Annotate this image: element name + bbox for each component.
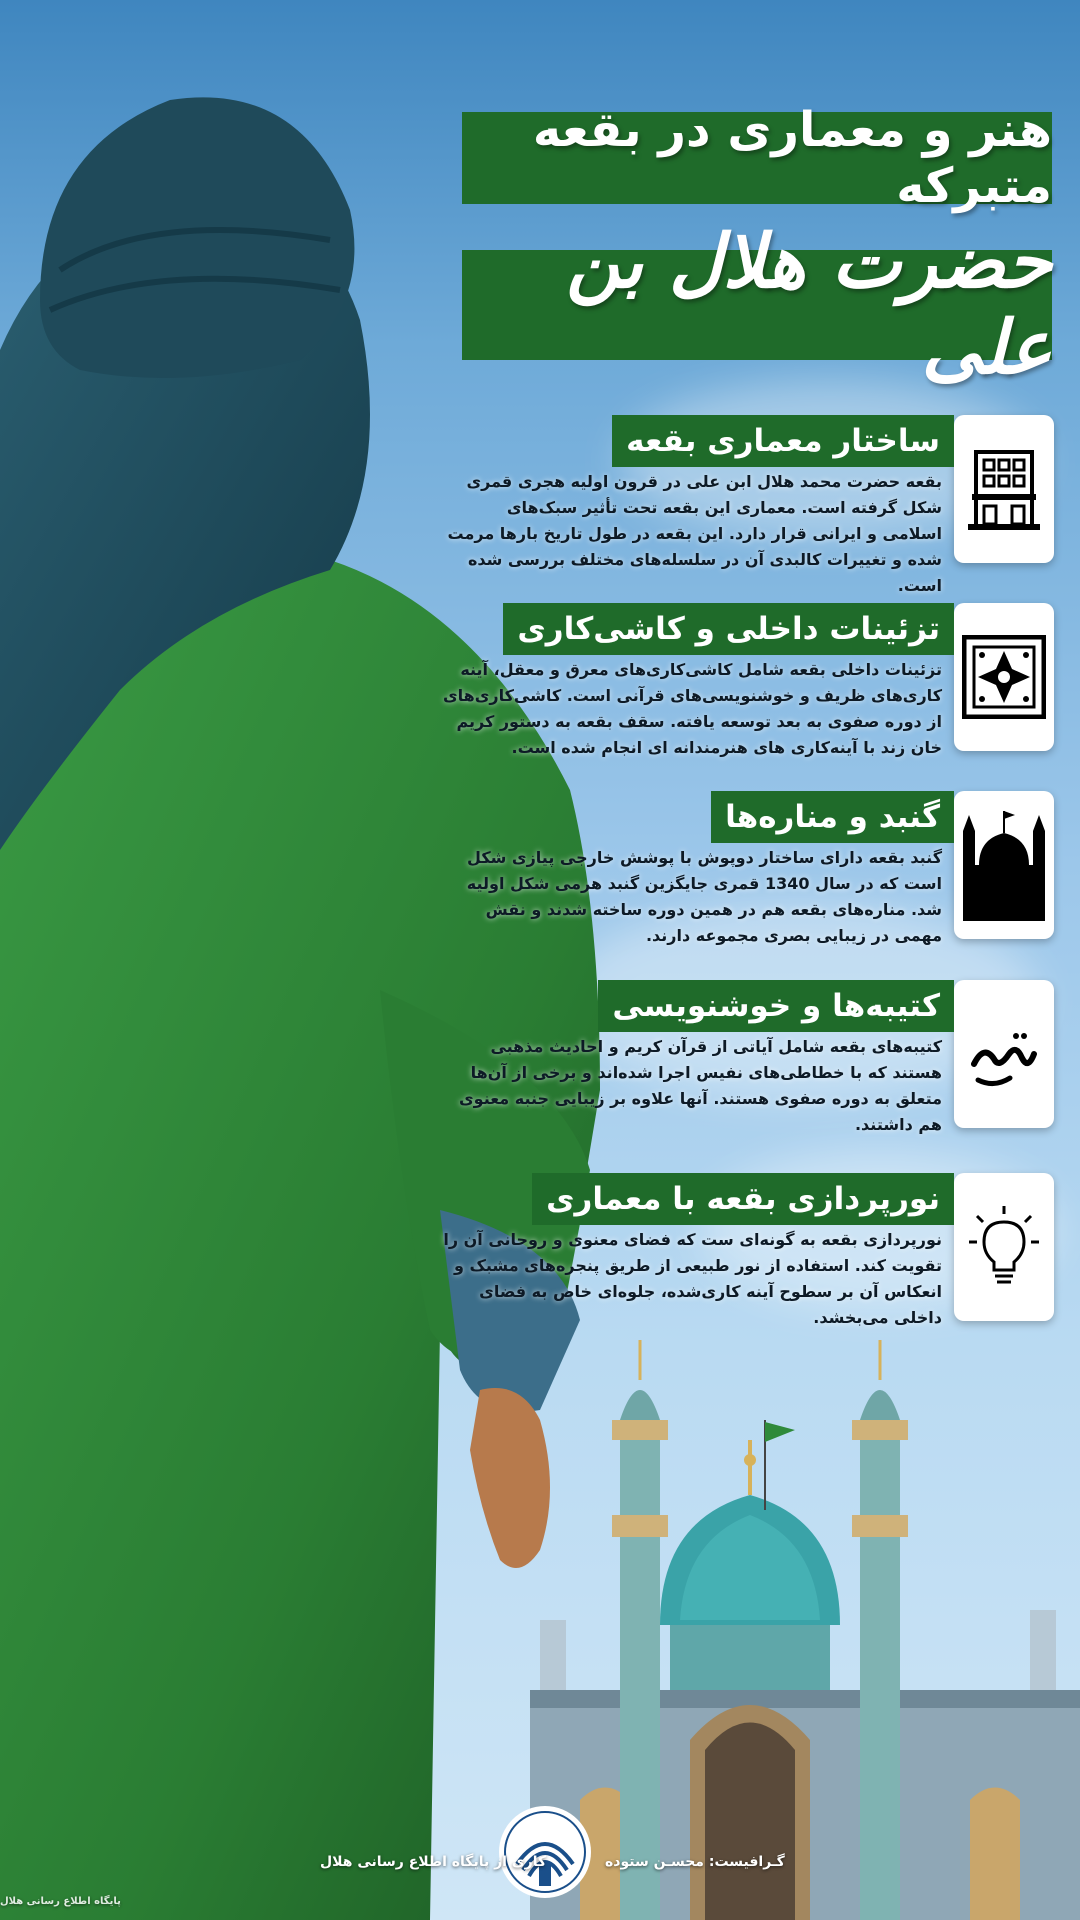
icon-card [954,415,1054,563]
section-text: بقعه حضرت محمد هلال ابن علی در قرون اولیه هجری قمری شکل گرفته است. معماری این بقعه تحت تأثیر سبک‌های اسلامی و ایرانی قرار دارد. این بقعه در طول تاریخ بارها مرمت شده و تغییرات کالبدی آن در سلسله‌های مختلف بررسی شده است. [447,472,942,595]
icon-card [954,1173,1054,1321]
section-dome-minarets [440,791,1054,945]
section-lighting [440,1173,1054,1327]
lightbulb-icon [959,1202,1049,1292]
section-heading: گنبد و مناره‌ها [711,791,954,843]
section-text: گنبد بقعه دارای ساختار دوپوش با پوشش خارجی پیازی شکل است که در سال 1340 قمری جایگزین گنبد هرمی شکل اولیه شد. مناره‌های بقعه هم در همین دوره ساخته شدند و نقش مهمی در زیبایی بصری مجموعه دارند. [466,848,942,945]
site-logo [497,1804,593,1900]
calligraphy-icon [964,1014,1044,1094]
section-heading: کتیبه‌ها و خوشنویسی [598,980,954,1032]
logo-text: پایگاه اطلاع رسانی هلال [0,1896,121,1907]
icon-card [954,603,1054,751]
section-heading: تزئینات داخلی و کاشی‌کاری [503,603,954,655]
tile-ornament-icon [962,635,1046,719]
title-line-1: هنر و معماری در بقعه متبرکه [462,112,1052,204]
icon-card [954,980,1054,1128]
icon-card [954,791,1054,939]
section-architecture [440,415,1054,595]
section-inscriptions [440,980,1054,1134]
mosque-icon [959,805,1049,925]
site-credit: کاری از پایگاه اطلاع رسانی هلال [320,1854,547,1870]
section-text: نورپردازی بقعه به گونه‌ای ست که فضای معنوی و روحانی آن را تقویت کند. استفاده از نور طبیعی از طریق پنجره‌های مشبک و انعکاس آن بر سطوح آینه کاری‌شده، جلوه‌ای خاص به فضای داخلی می‌بخشد. [443,1230,942,1327]
section-text: کتیبه‌های بقعه شامل آیاتی از قرآن کریم و احادیث مذهبی هستند که با خطاطی‌های نفیس اجرا شده‌اند و برخی از آن‌ها متعلق به دوره صفوی هستند. آنها علاوه بر زیبایی جنبه معنوی هم داشتند. [459,1037,942,1134]
section-text: تزئینات داخلی بقعه شامل کاشی‌کاری‌های معرق و معقل، آینه کاری‌های ظریف و خوشنویسی‌های قرآنی است. کاشی‌کاری‌های از دوره صفوی به بعد توسعه یافته. سقف بقعه به دستور کریم خان زند با آینه‌کاری های هنرمندانه ای انجام شده است. [442,660,942,757]
designer-credit: گـرافیست: محسـن ستوده [605,1854,785,1870]
title-line-2: حضرت هلال بن علی [462,250,1052,360]
section-heading: ساختار معماری بقعه [612,415,954,467]
section-decorations [440,603,1054,757]
building-icon [964,444,1044,534]
section-heading: نورپردازی بقعه با معماری [532,1173,954,1225]
